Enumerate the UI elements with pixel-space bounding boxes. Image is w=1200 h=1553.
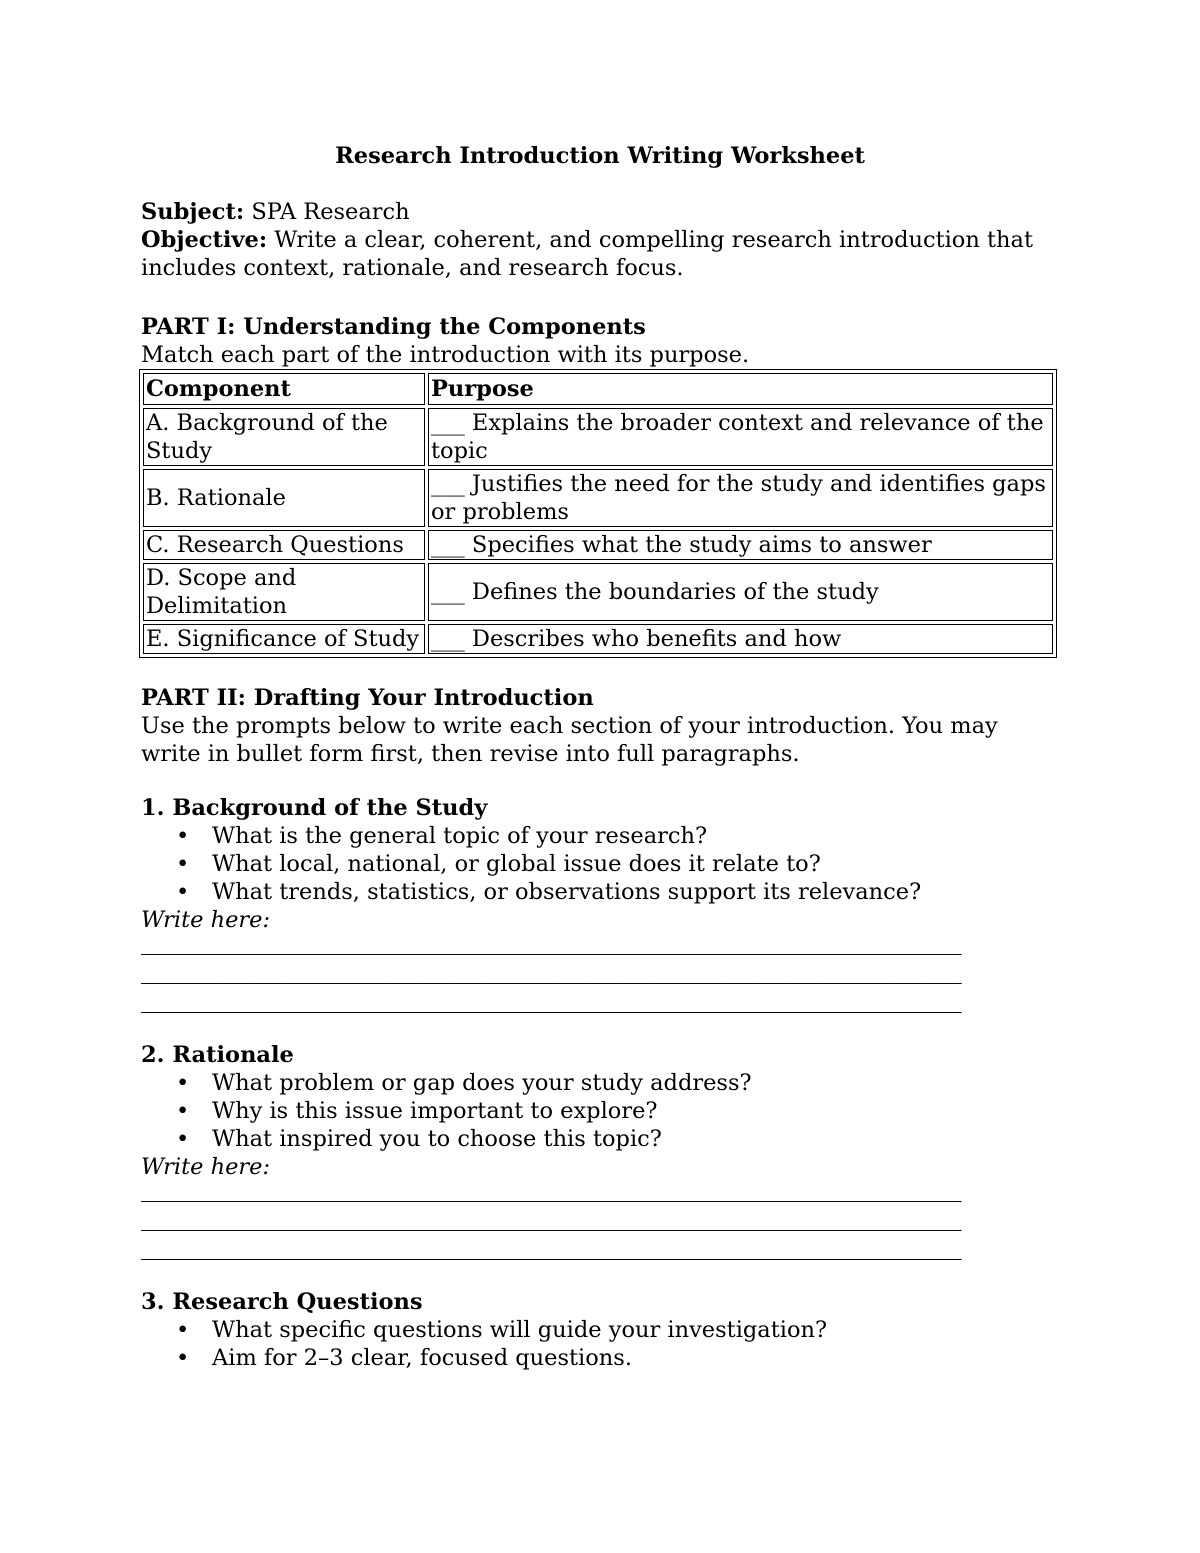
spacer [141, 768, 1059, 794]
bullet-icon: • [176, 1345, 190, 1371]
component-cell: D. Scope and Delimitation [143, 563, 425, 621]
table-row [143, 530, 1053, 560]
bullet-icon: • [176, 851, 190, 877]
spacer [141, 1021, 1059, 1041]
prompt-text: What problem or gap does your study address? [212, 1070, 752, 1096]
bullet-icon: • [176, 1070, 190, 1096]
subject-line [141, 198, 1059, 226]
prompt-item [176, 850, 1059, 878]
prompt-text: What specific questions will guide your investigation? [212, 1317, 828, 1343]
prompt-text: What inspired you to choose this topic? [212, 1126, 662, 1152]
subject-label: Subject: [141, 199, 245, 225]
purpose-cell[interactable]: ___ Specifies what the study aims to answer [428, 530, 1053, 560]
component-cell: C. Research Questions [143, 530, 425, 560]
component-cell: B. Rationale [143, 469, 425, 527]
bullet-icon: • [176, 879, 190, 905]
prompt-item [176, 1125, 1059, 1153]
section-heading-research-questions: 3. Research Questions [141, 1289, 423, 1315]
part1-heading: PART I: Understanding the Components [141, 314, 646, 340]
bullet-icon: • [176, 1126, 190, 1152]
spacer [141, 282, 1059, 313]
purpose-cell[interactable]: ___ Defines the boundaries of the study [428, 563, 1053, 621]
prompt-item [176, 1097, 1059, 1125]
component-cell: A. Background of the Study [143, 408, 425, 466]
purpose-cell[interactable]: ___ Describes who benefits and how [428, 624, 1053, 654]
write-here-label: Write here: [141, 907, 271, 933]
write-here-label: Write here: [141, 1154, 271, 1180]
bullet-icon: • [176, 823, 190, 849]
prompt-item [176, 1316, 1059, 1344]
component-cell: E. Significance of Study [143, 624, 425, 654]
prompt-text: What trends, statistics, or observations support its relevance? [212, 879, 922, 905]
answer-line[interactable]: ______________________________________________________________________________ [141, 1242, 961, 1265]
answer-line[interactable]: ______________________________________________________________________________ [141, 966, 961, 989]
table-row [143, 469, 1053, 527]
answer-line[interactable]: ______________________________________________________________________________ [141, 995, 961, 1018]
bullet-icon: • [176, 1098, 190, 1124]
answer-line[interactable]: ______________________________________________________________________________ [141, 937, 961, 960]
purpose-cell[interactable]: ___ Justifies the need for the study and identifies gaps or problems [428, 469, 1053, 527]
part2-instruction: Use the prompts below to write each section of your introduction. You may write in bullet form first, then revise into full paragraphs. [141, 713, 998, 767]
table-row [143, 408, 1053, 466]
part1-instruction: Match each part of the introduction with its purpose. [141, 342, 750, 368]
prompt-list [141, 1316, 1059, 1372]
table-row [143, 624, 1053, 654]
objective-value: Write a clear, coherent, and compelling research introduction that includes context, rationale, and research focus. [141, 227, 1033, 281]
answer-line[interactable]: ______________________________________________________________________________ [141, 1213, 961, 1236]
section-heading-background: 1. Background of the Study [141, 795, 488, 821]
prompt-text: Aim for 2–3 clear, focused questions. [212, 1345, 632, 1371]
matching-table [139, 369, 1057, 658]
objective-line [141, 226, 1059, 282]
document-title: Research Introduction Writing Worksheet [335, 143, 865, 169]
header-purpose: Purpose [428, 373, 1053, 405]
prompt-text: Why is this issue important to explore? [212, 1098, 658, 1124]
subject-value: SPA Research [251, 199, 410, 225]
prompt-item [176, 1069, 1059, 1097]
prompt-list [141, 822, 1059, 906]
prompt-item [176, 1344, 1059, 1372]
spacer [141, 658, 1059, 684]
answer-line[interactable]: ______________________________________________________________________________ [141, 1184, 961, 1207]
header-component: Component [143, 373, 425, 405]
prompt-list [141, 1069, 1059, 1153]
bullet-icon: • [176, 1317, 190, 1343]
prompt-item [176, 878, 1059, 906]
table-header-row [143, 373, 1053, 405]
section-heading-rationale: 2. Rationale [141, 1042, 294, 1068]
prompt-text: What is the general topic of your research? [212, 823, 708, 849]
prompt-text: What local, national, or global issue does it relate to? [212, 851, 821, 877]
table-row [143, 563, 1053, 621]
objective-label: Objective: [141, 227, 268, 253]
prompt-item [176, 822, 1059, 850]
part2-heading: PART II: Drafting Your Introduction [141, 685, 594, 711]
worksheet-content [141, 140, 1059, 1372]
purpose-cell[interactable]: ___ Explains the broader context and relevance of the topic [428, 408, 1053, 466]
spacer [141, 1268, 1059, 1288]
